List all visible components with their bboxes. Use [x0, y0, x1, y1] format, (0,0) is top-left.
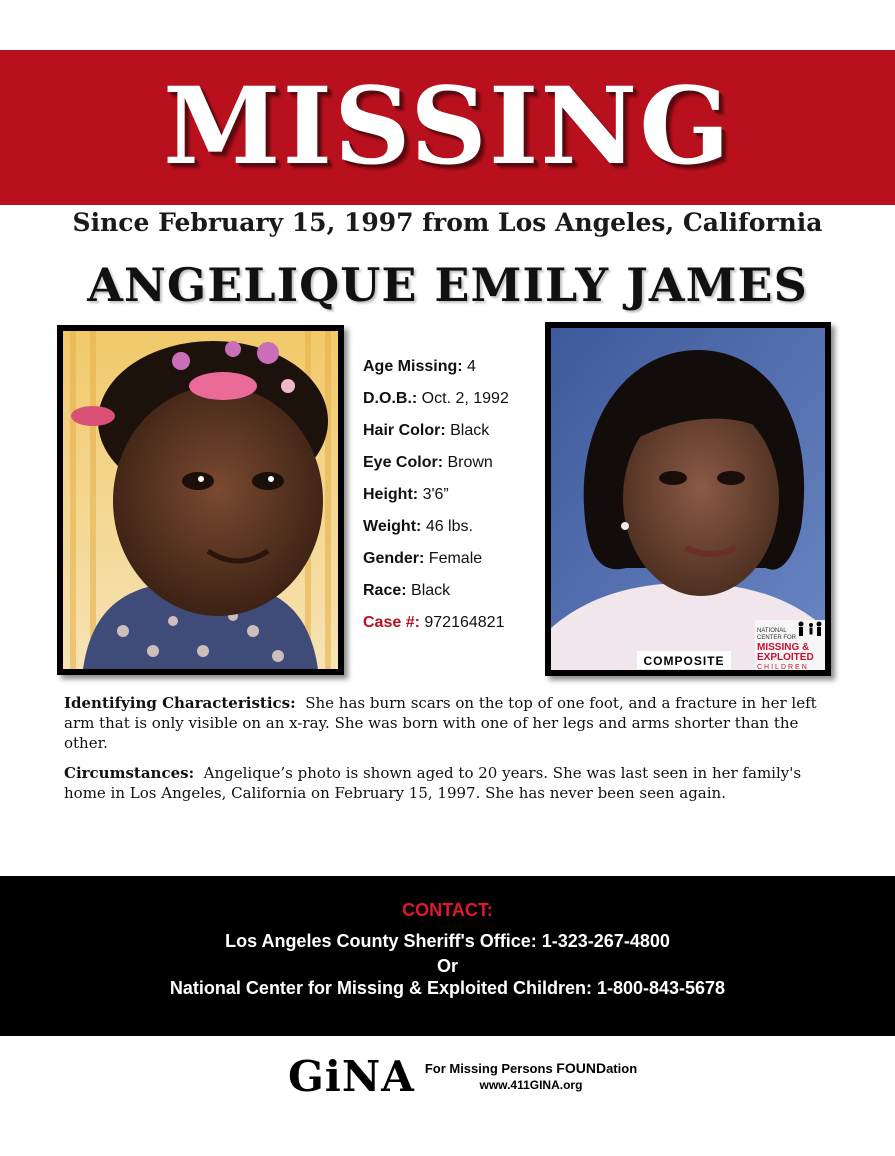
detail-race: Race: Black	[363, 582, 451, 599]
contact-title: CONTACT:	[402, 900, 493, 920]
svg-text:NATIONAL: NATIONAL	[757, 628, 787, 634]
svg-text:CENTER FOR: CENTER FOR	[757, 635, 796, 641]
svg-text:MISSING &: MISSING &	[757, 642, 810, 653]
circumstances: Circumstances: Angelique’s photo is shown aged to 20 years. She was last seen in her family's home in Los Angeles, California on February 15, 1997. She has never been seen again.	[64, 764, 802, 802]
contact-ncmec: National Center for Missing & Exploited Children: 1-800-843-5678	[169, 978, 726, 998]
svg-text:EXPLOITED: EXPLOITED	[757, 652, 814, 663]
age-progression-photo	[545, 322, 831, 676]
detail-age-missing: Age Missing: 4	[363, 358, 476, 375]
person-name: ANGELIQUE EMILY JAMES	[87, 258, 808, 312]
composite-image	[551, 328, 825, 670]
gina-footer	[288, 1052, 637, 1100]
detail-dob: D.O.B.: Oct. 2, 1992	[363, 390, 509, 407]
contact-block	[0, 876, 895, 1036]
detail-height: Height: 3'6”	[363, 486, 449, 503]
missing-since-line: Since February 15, 1997 from Los Angeles, California	[72, 208, 823, 237]
svg-text:CHILDREN: CHILDREN	[757, 664, 809, 670]
child-photo-image	[63, 331, 338, 669]
gina-tagline-block	[425, 1060, 637, 1092]
composite-caption: COMPOSITE	[643, 654, 725, 668]
detail-eye-color: Eye Color: Brown	[363, 454, 493, 471]
ncmec-logo	[755, 620, 825, 670]
detail-hair-color: Hair Color: Black	[363, 422, 490, 439]
gina-url: www.411GINA.org	[479, 1078, 583, 1092]
contact-sheriff: Los Angeles County Sheriff's Office: 1-323-267-4800	[225, 931, 670, 951]
banner-title: MISSING	[163, 63, 732, 188]
contact-or: Or	[436, 956, 458, 976]
missing-banner	[0, 50, 895, 205]
detail-gender: Gender: Female	[363, 550, 483, 567]
detail-case-number: Case #: 972164821	[363, 614, 505, 631]
detail-weight: Weight: 46 lbs.	[363, 518, 473, 535]
gina-tagline: For Missing Persons FOUNDation	[424, 1060, 638, 1076]
child-photo	[57, 325, 344, 675]
identifying-characteristics: Identifying Characteristics: She has burn scars on the top of one foot, and a fracture in her left arm that is only visible on an x-ray. She was born with one of her legs and arms shorter than the other.	[64, 694, 817, 752]
family-figures-icon	[799, 622, 822, 637]
gina-logo: GiNA	[288, 1051, 415, 1101]
details-list	[363, 356, 538, 644]
